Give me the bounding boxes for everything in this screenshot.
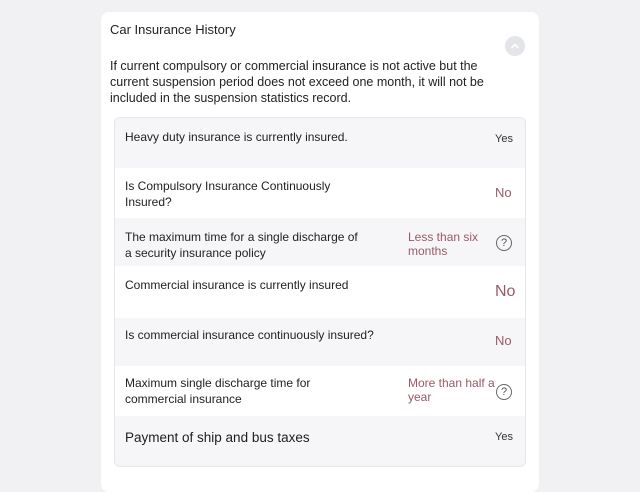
table-row (115, 168, 525, 218)
row-label: Commercial insurance is currently insured (125, 278, 349, 292)
table-row (115, 416, 525, 466)
table-row (115, 318, 525, 366)
row-label: Heavy duty insurance is currently insured. (125, 130, 348, 144)
row-label: Is Compulsory Insurance Continuously Insured? (125, 179, 331, 209)
row-value: No (495, 333, 512, 348)
table-row (115, 218, 525, 266)
row-value: Less than six months (408, 230, 479, 258)
row-label: Maximum single discharge time for commercial insurance (125, 376, 311, 406)
row-label: Is commercial insurance continuously insured? (125, 328, 374, 342)
question-circle-icon[interactable]: ? (496, 235, 512, 251)
row-value: Yes (495, 431, 513, 443)
row-label: Payment of ship and bus taxes (125, 430, 310, 445)
chevron-up-icon (510, 41, 520, 51)
row-value: No (495, 185, 512, 200)
section-title: Car Insurance History (110, 22, 236, 37)
question-circle-icon[interactable]: ? (496, 384, 512, 400)
collapse-button[interactable] (505, 36, 525, 56)
insurance-table (114, 117, 526, 467)
insurance-history-card (101, 12, 539, 492)
row-label: The maximum time for a single discharge of a security insurance policy (125, 230, 358, 260)
table-row (115, 118, 525, 168)
row-value: Yes (495, 133, 513, 145)
table-row (115, 266, 525, 318)
row-value: No (495, 283, 516, 300)
table-row (115, 366, 525, 416)
suspension-note: If current compulsory or commercial insurance is not active but the current suspension period does not exceed one month, it will not be included in the suspension statistics record. (110, 59, 484, 105)
row-value: More than half a year (408, 376, 495, 404)
